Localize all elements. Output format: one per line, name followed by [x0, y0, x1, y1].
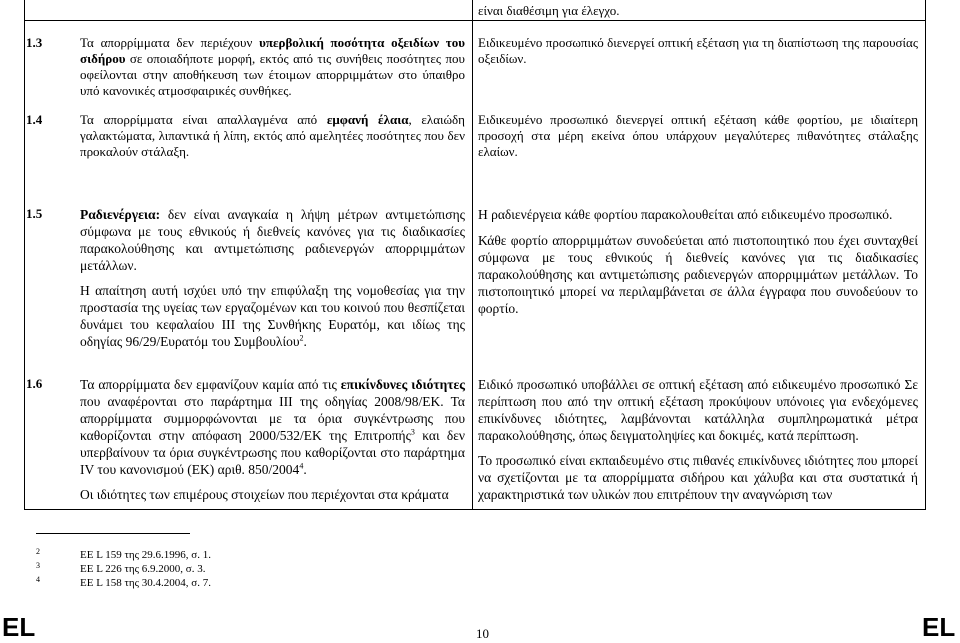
row-1-6-check: Ειδικό προσωπικό υποβάλλει σε οπτική εξέταση από ειδικευμένο προσωπικό Σε περίπτωση που από την οπτική εξέταση προκύψουν υπόνοιες για ενδεχόμενες επικίνδυνες ιδιότητες, λαμβάνονται κατάλληλα συμπληρωματικά μέτρα παρακολούθησης, όπως δειγματοληψίες και δοκιμές, κατά περίπτωση. Το προσωπικό είναι εκπαιδευμένο στις πιθανές επικίνδυνες ιδιότητες που μπορεί να σχετίζονται με τα απορρίμματα σιδήρου και χάλυβα και στα συστατικά ή χαρακτηριστικά των υλικών που επιτρέπουν την αναγνώριση των — [478, 377, 918, 502]
table-top-rule — [24, 20, 926, 21]
row-number: 1.6 — [26, 376, 43, 391]
row-number: 1.5 — [26, 206, 43, 221]
row-number: 1.4 — [26, 112, 43, 127]
table-column-divider — [472, 0, 473, 510]
row-number: 1.3 — [26, 35, 43, 50]
row-1-5-requirement: Ραδιενέργεια: δεν είναι αναγκαία η λήψη μέτρων αντιμετώπισης σύμφωνα με τους εθνικούς ή διεθνείς κανόνες για τις διαδικασίες παρακολούθησης και αντιμετώπισης ραδιενεργών απορριμμάτων μετάλλων. Η απαίτηση αυτή ισχύει υπό την επιφύλαξη της νομοθεσίας για την προστασία της υγείας των εργαζομένων και του κοινού που θεσπίζεται δυνάμει του κεφαλαίου III της Συνθήκης Ευρατόμ, και ιδίως της οδηγίας 96/29/Ευρατόμ του Συμβουλίου$^2$. — [80, 207, 465, 349]
footnote-separator — [36, 533, 190, 534]
row-1-3-check: Ειδικευμένο προσωπικό διενεργεί οπτική εξέταση για τη διαπίστωση της παρουσίας οξειδίων. — [478, 35, 918, 66]
language-code-right: EL — [922, 612, 956, 642]
top-continuation-text: είναι διαθέσιμη για έλεγχο. — [478, 3, 620, 18]
row-1-5-check: Η ραδιενέργεια κάθε φορτίου παρακολουθείται από ειδικευμένο προσωπικό. Κάθε φορτίο απορριμμάτων συνοδεύεται από πιστοποιητικό που έχει συνταχθεί σύμφωνα με τους εθνικούς ή διεθνείς κανόνες για τις διαδικασίες παρακολούθησης και αντιμετώπισης ραδιενεργών απορριμμάτων μετάλλων. Το πιστοποιητικό μπορεί να περιλαμβάνεται σε άλλα έγγραφα που συνοδεύουν το φορτίο. — [478, 207, 918, 316]
row-1-4-requirement: Τα απορρίμματα είναι απαλλαγμένα από εμφανή έλαια, ελαιώδη γαλακτώματα, λιπαντικά ή λίπη, εκτός από αμελητέες ποσότητες που δεν προκαλούν στάλαξη. — [80, 112, 465, 159]
table-right-border — [925, 0, 926, 510]
row-1-6-requirement: Τα απορρίμματα δεν εμφανίζουν καμία από τις επικίνδυνες ιδιότητες που αναφέρονται στο παράρτημα III της οδηγίας 2008/98/ΕΚ. Τα απορρίμματα συμμορφώνονται με τα όρια συγκέντρωσης που καθορίζονται στην απόφαση 2000/532/ΕΚ της Επιτροπής$^3$ και δεν υπερβαίνουν τα όρια συγκέντρωσης που καθορίζονται στο παράρτημα IV του κανονισμού (ΕΚ) αριθ. 850/2004$^4$. Οι ιδιότητες των επιμέρους στοιχείων που περιέχονται στα κράματα — [80, 377, 465, 502]
language-code-left: EL — [2, 612, 36, 642]
table-left-border — [24, 0, 25, 510]
row-1-4-check: Ειδικευμένο προσωπικό διενεργεί οπτική εξέταση κάθε φορτίου, με ιδιαίτερη προσοχή στα μέρη εκείνα όπου υπάρχουν μεγαλύτερες πιθανότητες στάλαξης ελαίων. — [478, 112, 918, 159]
page-number: 10 — [476, 626, 489, 641]
row-1-3-requirement: Τα απορρίμματα δεν περιέχουν υπερβολική ποσότητα οξειδίων του σιδήρου σε οποιαδήποτε μορφή, εκτός από τις συνήθεις ποσότητες που οφείλονται στην αποθήκευση των έτοιμων απορριμμάτων στο ύπαιθρο υπό κανονικές ατμοσφαιρικές συνθήκες. — [80, 35, 465, 98]
table-bottom-rule — [24, 509, 926, 510]
